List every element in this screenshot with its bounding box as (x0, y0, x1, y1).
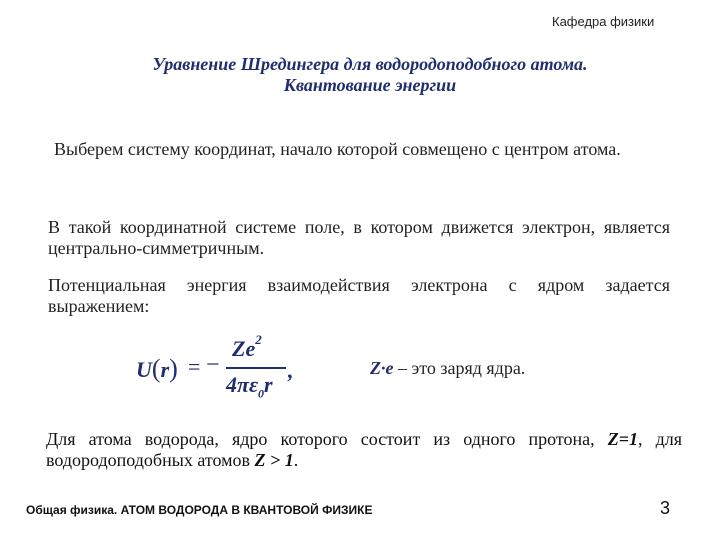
formula-lhs: U(r) (136, 354, 178, 383)
formula-numerator-power: 2 (255, 332, 262, 347)
paragraph-hydrogen-atom (46, 429, 682, 471)
formula-numerator-text: Ze (232, 336, 256, 361)
formula-minus: − (206, 352, 220, 378)
hydrogen-text-a: Для атома водорода, ядро которого состоит из одного протона, (46, 429, 595, 449)
hydrogen-text-b: , для водородоподобных атомов (46, 429, 683, 470)
slide-title-line-2: Квантование энергии (283, 75, 457, 95)
formula-comma: , (288, 358, 294, 383)
charge-text: – это заряд ядра. (393, 358, 526, 378)
formula-denominator (226, 372, 273, 401)
paragraph-central-symmetry: В такой координатной системе поле, в котором движется электрон, является центрально-симметричным. (48, 217, 670, 258)
formula-equals: = (188, 354, 201, 379)
slide-title-line-1: Уравнение Шредингера для водородоподобного атома. (152, 54, 588, 74)
paragraph-potential-energy: Потенциальная энергия взаимодействия электрона с ядром задается выражением: (48, 275, 670, 316)
charge-note (370, 358, 525, 379)
formula-denominator-text: 4πε (226, 372, 259, 397)
page-number: 3 (660, 498, 671, 518)
formula-denominator-sub: 0 (258, 386, 265, 401)
potential-energy-formula (136, 332, 316, 402)
department-label: Кафедра физики (552, 14, 655, 29)
hydrogen-text-c: . (293, 450, 299, 470)
formula-r: r (160, 357, 170, 382)
footer-course-title: Общая физика. АТОМ ВОДОРОДА В КВАНТОВОЙ ФИЗИКЕ (26, 503, 373, 517)
paragraph-coordinate-system: Выберем систему координат, начало которой совмещено с центром атома. (54, 139, 621, 159)
hydrogen-z-greater-1: Z > 1 (254, 450, 294, 470)
charge-symbol: Z·e (370, 358, 394, 378)
formula-fraction-bar (226, 367, 286, 369)
formula-numerator (232, 332, 262, 362)
formula-u: U (136, 357, 152, 382)
hydrogen-z-equals-1: Z=1 (607, 429, 639, 449)
formula-denominator-r: r (264, 372, 273, 397)
